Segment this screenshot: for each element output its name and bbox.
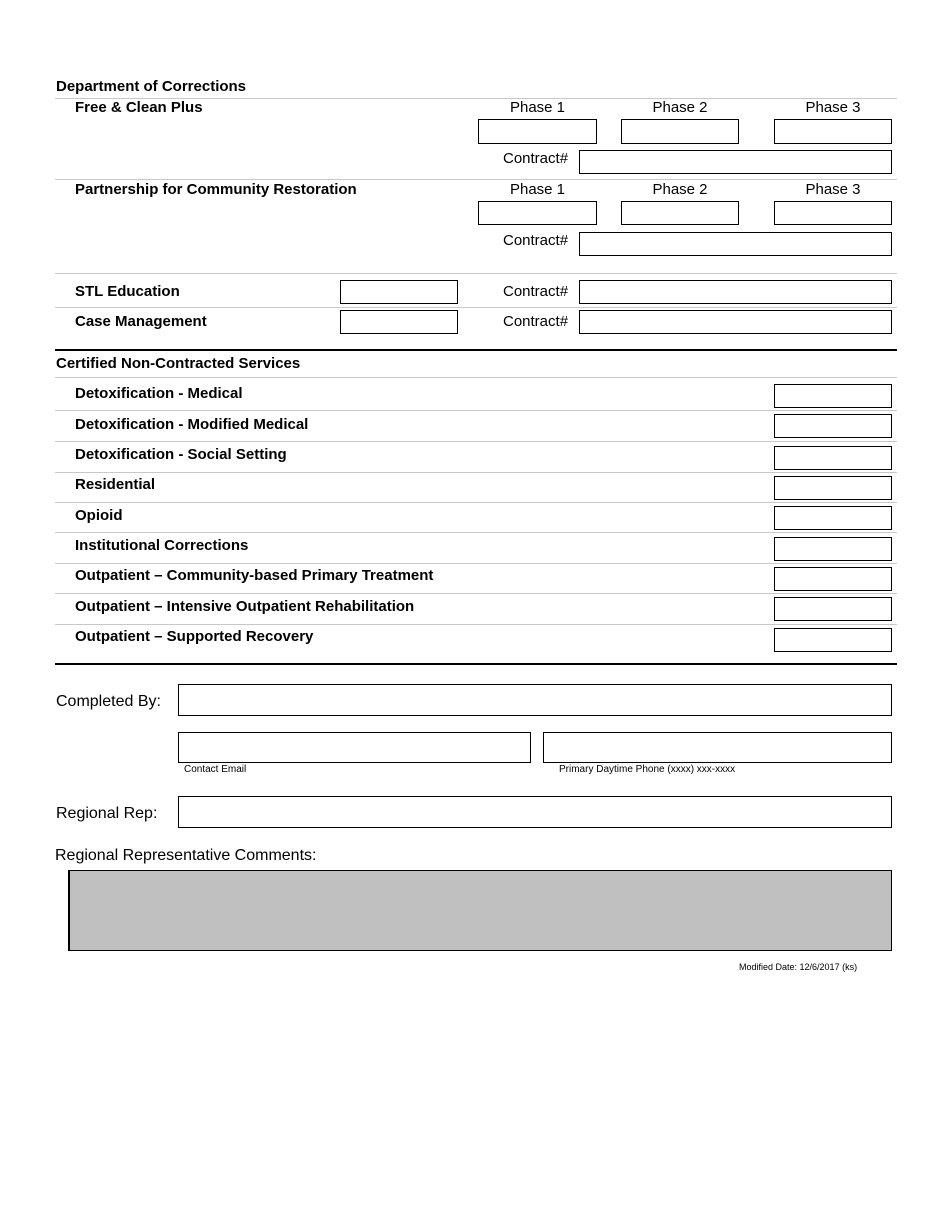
service-item-field[interactable]	[774, 506, 892, 530]
contact-email-label: Contact Email	[184, 764, 247, 775]
service-item-label: Outpatient – Community-based Primary Treatment	[75, 567, 434, 584]
service-item-field[interactable]	[774, 414, 892, 438]
section-divider	[55, 349, 897, 351]
case-management-label: Case Management	[75, 313, 207, 330]
partnership-label: Partnership for Community Restoration	[75, 181, 357, 198]
case-management-field[interactable]	[340, 310, 458, 334]
divider	[55, 563, 897, 564]
service-item-label: Residential	[75, 476, 156, 493]
service-item-label: Opioid	[75, 507, 123, 524]
free-clean-phase-3-field[interactable]	[774, 119, 892, 144]
primary-phone-label: Primary Daytime Phone (xxxx) xxx-xxxx	[559, 764, 736, 775]
case-management-contract-field[interactable]	[579, 310, 892, 334]
comments-textarea[interactable]	[68, 870, 892, 951]
contract-label: Contract#	[503, 313, 569, 330]
regional-rep-label: Regional Rep:	[56, 805, 158, 822]
service-item-field[interactable]	[774, 476, 892, 500]
divider	[55, 441, 897, 442]
certified-section-title: Certified Non-Contracted Services	[56, 355, 301, 372]
service-item-field[interactable]	[774, 628, 892, 652]
service-item-label: Detoxification - Modified Medical	[75, 416, 309, 433]
partnership-phase-3-field[interactable]	[774, 201, 892, 225]
free-clean-phase-2-field[interactable]	[621, 119, 739, 144]
service-item-field[interactable]	[774, 384, 892, 408]
partnership-phase-2-field[interactable]	[621, 201, 739, 225]
section-divider	[55, 663, 897, 665]
partnership-contract-field[interactable]	[579, 232, 892, 256]
phase-3-label: Phase 3	[805, 181, 861, 198]
divider	[55, 624, 897, 625]
completed-by-label: Completed By:	[56, 693, 161, 710]
modified-date: Modified Date: 12/6/2017 (ks)	[739, 962, 858, 972]
divider	[55, 472, 897, 473]
divider	[55, 273, 897, 274]
contract-label: Contract#	[503, 150, 569, 167]
service-item-label: Detoxification - Social Setting	[75, 446, 287, 463]
doc-section-title: Department of Corrections	[56, 78, 247, 95]
regional-rep-field[interactable]	[178, 796, 892, 828]
free-clean-contract-field[interactable]	[579, 150, 892, 174]
stl-education-label: STL Education	[75, 283, 180, 300]
contract-label: Contract#	[503, 283, 569, 300]
service-item-label: Institutional Corrections	[75, 537, 249, 554]
service-item-field[interactable]	[774, 537, 892, 561]
stl-education-field[interactable]	[340, 280, 458, 304]
phase-2-label: Phase 2	[652, 181, 708, 198]
partnership-phase-1-field[interactable]	[478, 201, 597, 225]
service-item-field[interactable]	[774, 597, 892, 621]
service-item-label: Detoxification - Medical	[75, 385, 243, 402]
phase-1-label: Phase 1	[509, 181, 566, 198]
completed-by-field[interactable]	[178, 684, 892, 716]
contact-email-field[interactable]	[178, 732, 531, 763]
divider	[55, 307, 897, 308]
divider	[55, 593, 897, 594]
service-item-field[interactable]	[774, 446, 892, 470]
contract-label: Contract#	[503, 232, 569, 249]
service-item-field[interactable]	[774, 567, 892, 591]
stl-education-contract-field[interactable]	[579, 280, 892, 304]
service-item-label: Outpatient – Intensive Outpatient Rehabilitation	[75, 598, 415, 615]
divider	[55, 377, 897, 378]
phase-2-label: Phase 2	[652, 99, 708, 116]
divider	[55, 532, 897, 533]
comments-label: Regional Representative Comments:	[55, 847, 317, 864]
service-item-label: Outpatient – Supported Recovery	[75, 628, 314, 645]
divider	[55, 410, 897, 411]
free-clean-plus-label: Free & Clean Plus	[75, 99, 203, 116]
free-clean-phase-1-field[interactable]	[478, 119, 597, 144]
phase-1-label: Phase 1	[509, 99, 566, 116]
divider	[55, 502, 897, 503]
phase-3-label: Phase 3	[805, 99, 861, 116]
divider	[55, 179, 897, 180]
primary-phone-field[interactable]	[543, 732, 892, 763]
